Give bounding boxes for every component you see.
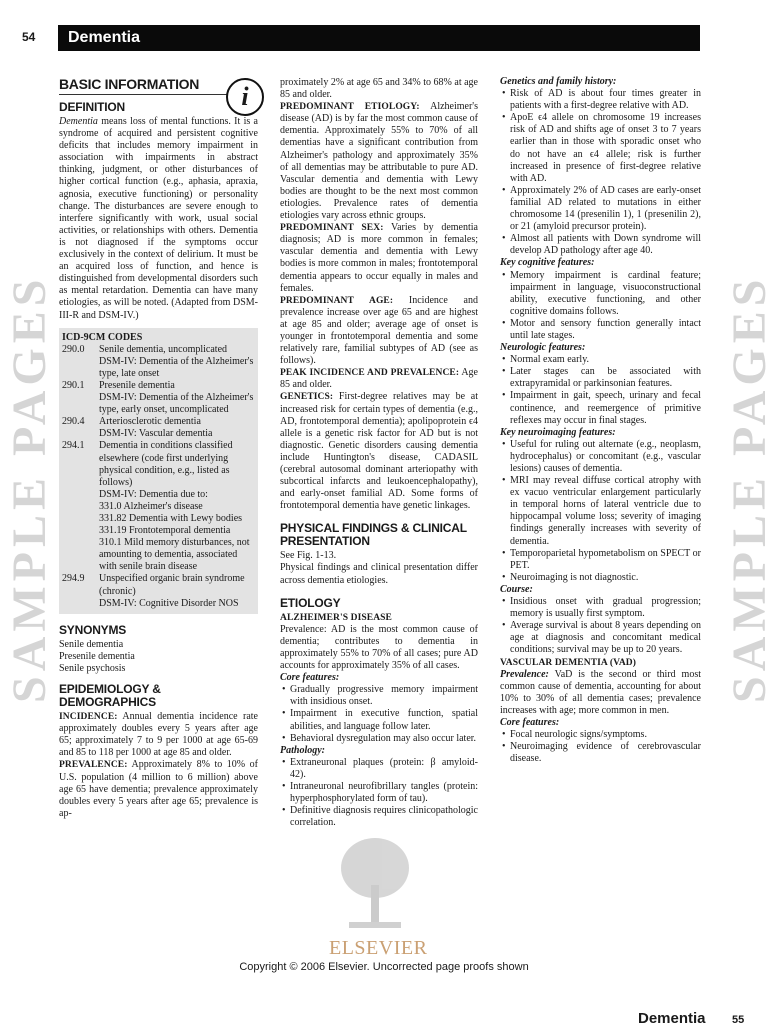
list-item: • Gradually progressive memory impairment with insidious onset. — [280, 684, 478, 708]
course-list — [500, 596, 701, 656]
list-item: • Impairment in executive function, spatial abilities, and language follow later. — [280, 708, 478, 732]
icd-code-row — [62, 344, 255, 356]
copyright-notice: Copyright © 2006 Elsevier. Uncorrected page proofs shown — [239, 961, 529, 973]
synonym-item: Senile psychosis — [59, 662, 126, 674]
info-icon: i — [226, 78, 264, 116]
synonyms-heading: SYNONYMS — [59, 622, 127, 637]
genetics-family-list — [500, 88, 701, 257]
list-item: • Almost all patients with Down syndrome will develop AD pathology after age 40. — [500, 233, 701, 257]
column-1 — [59, 76, 258, 820]
icd-subcode-row: 310.1 Mild memory disturbances, not amounting to dementia, associated with senile brain disease — [99, 537, 250, 573]
core-features-list — [280, 684, 478, 744]
cognitive-features-list — [500, 270, 701, 343]
epidemiology-heading: EPIDEMIOLOGY & DEMOGRAPHICS — [59, 682, 161, 710]
icd-code: 294.1 — [62, 440, 85, 452]
vad-core-features-list — [500, 729, 701, 765]
vascular-dementia-heading: VASCULAR DEMENTIA (VAD) — [500, 657, 637, 668]
icd-codes-list — [62, 344, 255, 610]
pathology-heading: Pathology: — [280, 744, 325, 756]
list-item: • Approximately 2% of AD cases are early-onset familial AD related to mutations in either chromosome 14 (presenilin 1), 1 (presenilin 2), or 21 (amyloid precursor protein). — [500, 185, 701, 233]
age-paragraph: PREDOMINANT AGE: Incidence and prevalence increase over age 65 and are highest at age 85 and older; average age of onset is younger in frontotemporal dementia and some relatively rare, familial subtypes of AD (see as follows). — [280, 294, 478, 367]
elsevier-tree-logo — [335, 830, 415, 940]
icd-code: 290.4 — [62, 416, 85, 428]
icd-code-row — [62, 573, 255, 597]
list-item: • MRI may reveal diffuse cortical atrophy with ex vacuo ventricular enlargement particularly in temporal horns of lateral ventricle due to hippocampal volume loss; severity of imaging findings generally increases with severity of dementia. — [500, 475, 701, 548]
neurologic-features-list — [500, 354, 701, 427]
icd-codes-title: ICD-9CM CODES — [62, 331, 143, 343]
list-item: • Average survival is about 8 years depending on age at diagnosis and concomitant medical conditions; survival may be up to 20 years. — [500, 620, 701, 656]
list-item: • Behavioral dysregulation may also occur later. — [280, 733, 478, 745]
alzheimers-prevalence: Prevalence: AD is the most common cause of dementia; contributes to dementia in approximately 55% to 70% of all cases; pure AD accounts for approximately 35% of all cases. — [280, 623, 478, 672]
list-item: • Insidious onset with gradual progression; memory is usually first symptom. — [500, 596, 701, 620]
list-item: • Neuroimaging is not diagnostic. — [500, 572, 701, 584]
icd-dsm-row: DSM-IV: Dementia of the Alzheimer's type, early onset, uncomplicated — [99, 392, 254, 416]
icd-dsm-row: DSM-IV: Dementia due to: — [99, 488, 208, 500]
column-2 — [280, 77, 478, 829]
list-item: • Later stages can be associated with extrapyramidal or parkinsonian features. — [500, 366, 701, 390]
icd-description: Dementia in conditions classified elsewhere (code first underlying physical condition, e.g., listed as follows) — [99, 440, 233, 488]
icd-dsm-row: DSM-IV: Dementia of the Alzheimer's type, late onset — [99, 355, 254, 379]
list-item: • Memory impairment is cardinal feature; impairment in language, visuoconstructional ability, executive functioning, and other cognitive domains follows. — [500, 270, 701, 318]
watermark-right: SAMPLE PAGES — [723, 274, 776, 703]
neuroimaging-features-list — [500, 439, 701, 584]
icd-description: Senile dementia, uncomplicated — [99, 343, 228, 355]
icd-subcode-row: 331.0 Alzheimer's disease — [99, 500, 203, 512]
genetics-paragraph: GENETICS: First-degree relatives may be at increased risk for certain types of dementia (e.g., AD, frontotemporal dementia); apolipoprotein ϵ4 allele is a genetic risk factor for AD but is not diagnostic. Genetic disorders causing dementia include Huntington's disease, CADASIL (cerebral autosomal dominant arteriopathy with subcortical infarcts and leukoencephalopathy), and early-onset familial AD. Some forms of frontotemporal dementia have genetic linkages. — [280, 391, 478, 512]
list-item: • Neuroimaging evidence of cerebrovascular disease. — [500, 741, 701, 765]
list-item: • Motor and sensory function generally intact until late stages. — [500, 318, 701, 342]
list-item: • Useful for ruling out alternate (e.g., neoplasm, hydrocephalus) or concomitant (e.g., vascular lesions) causes of dementia. — [500, 439, 701, 475]
vascular-prevalence: Prevalence: VaD is the second or third most common cause of dementia, accounting for about 10% to 30% of all dementia cases; prevalence increases with age; more common in men. — [500, 668, 701, 716]
icd-dsm-row: DSM-IV: Vascular dementia — [99, 428, 213, 440]
definition-text: Dementia means loss of mental functions. It is a syndrome of acquired and persistent cognitive deficits that includes memory impairment in association with impairments in abstract thinking, judgment, or other disturbances of higher cortical function (e.g., aphasia, apraxia, agnosia, executive functioning) or personality change. The disturbances are severe enough to interfere significantly with work, usual social activities, or relationships with others. Dementia is not diagnosed if the symptoms occur exclusively in the context of delirium. It must be an acquired loss of function, and hence is distinguished from developmental disorders such as mental retardation. Dementia can have many etiologies, as will be noted. (Adapted from DSM-III-R and DSM-IV.) — [59, 116, 258, 321]
icd-subcode-row: 331.82 Dementia with Lewy bodies — [99, 513, 243, 524]
icd-subcode-row: 331.19 Frontotemporal dementia — [99, 525, 231, 537]
list-item: • Risk of AD is about four times greater in patients with a first-degree relative with AD. — [500, 88, 701, 112]
icd-code-row — [62, 440, 255, 488]
watermark-left: SAMPLE PAGES — [3, 274, 56, 703]
basic-information-heading: BASIC INFORMATION — [59, 76, 227, 95]
icd-code-row — [62, 416, 255, 428]
icd-description: Presenile dementia — [99, 379, 175, 391]
cognitive-features-heading: Key cognitive features: — [500, 257, 595, 269]
incidence-paragraph: INCIDENCE: Annual dementia incidence rate approximately doubles every 5 years after age 65; approximately 7 to 9 per 1000 at age 65-69 and 85 to 118 per 1000 at age 85 and older. — [59, 711, 258, 759]
icd-code-row — [62, 380, 255, 392]
pathology-list — [280, 757, 478, 830]
list-item: • Normal exam early. — [500, 354, 701, 366]
list-item: • Definitive diagnosis requires clinicopathologic correlation. — [280, 805, 478, 829]
icd-codes-box — [59, 328, 258, 614]
page-number-bottom: 55 — [732, 1014, 745, 1026]
course-heading: Course: — [500, 583, 533, 595]
etiology-paragraph: PREDOMINANT ETIOLOGY: Alzheimer's disease (AD) is by far the most common cause of dementia. Approximately 55% to 70% of all dementias have a significant contribution from Alzheimer's pathology and approximately 35% of all dementias may be attributable to pure AD. Vascular dementia and dementia with Lewy bodies are thought to be the next most common etiologies. Prevalence rates of dementia etiologies vary across ethnic groups. — [280, 101, 478, 222]
page-number-top: 54 — [22, 30, 36, 44]
list-item: • Impairment in gait, speech, urinary and fecal continence, and reemergence of primitive reflexes may occur in final stages. — [500, 390, 701, 426]
vad-core-features-heading: Core features: — [500, 716, 560, 728]
synonym-item: Presenile dementia — [59, 650, 135, 662]
column-3 — [500, 76, 701, 765]
neurologic-features-heading: Neurologic features: — [500, 342, 586, 354]
alzheimers-heading: ALZHEIMER'S DISEASE — [280, 612, 392, 623]
list-item: • ApoE ϵ4 allele on chromosome 19 increases risk of AD and shifts age of onset 3 to 7 years earlier than in those with sporadic onset who do not have an ϵ4 allele; risk is further increased in presence of first-degree relative with AD. — [500, 112, 701, 185]
genetics-family-heading: Genetics and family history: — [500, 76, 617, 87]
icd-code: 294.9 — [62, 573, 85, 585]
footer-title: Dementia — [638, 1010, 706, 1027]
elsevier-logo-text: ELSEVIER — [329, 937, 428, 959]
neuroimaging-features-heading: Key neuroimaging features: — [500, 426, 616, 438]
running-header — [58, 25, 700, 51]
icd-description: Arteriosclerotic dementia — [99, 416, 201, 428]
icd-code: 290.1 — [62, 379, 85, 391]
physical-findings-text: Physical findings and clinical presentation differ across dementia etiologies. — [280, 562, 478, 586]
etiology-heading: ETIOLOGY — [280, 595, 341, 610]
list-item: • Focal neurologic signs/symptoms. — [500, 729, 701, 741]
physical-see-figure: See Fig. 1-13. — [280, 550, 337, 562]
prevalence-continued: proximately 2% at age 65 and 34% to 68% at age 85 and older. — [280, 77, 478, 101]
icd-description: Unspecified organic brain syndrome (chronic) — [99, 573, 245, 597]
core-features-heading: Core features: — [280, 672, 340, 684]
list-item: • Extraneuronal plaques (protein: β amyloid-42). — [280, 757, 478, 781]
chapter-title: Dementia — [68, 29, 141, 46]
list-item: • Intraneuronal neurofibrillary tangles (protein: hyperphosphorylated form of tau). — [280, 781, 478, 805]
physical-findings-heading: PHYSICAL FINDINGS & CLINICAL PRESENTATION — [280, 521, 467, 549]
icd-dsm-row: DSM-IV: Cognitive Disorder NOS — [99, 597, 239, 609]
icd-code: 290.0 — [62, 343, 85, 355]
list-item: • Temporoparietal hypometabolism on SPECT or PET. — [500, 548, 701, 572]
synonym-item: Senile dementia — [59, 638, 124, 650]
definition-heading: DEFINITION — [59, 100, 125, 114]
sex-paragraph: PREDOMINANT SEX: Varies by dementia diagnosis; AD is more common in females; vascular dementia and dementia with Lewy bodies is more common in males; frontotemporal dementia appears to occur equally in males and females. — [280, 222, 478, 294]
peak-paragraph: PEAK INCIDENCE AND PREVALENCE: Age 85 and older. — [280, 367, 478, 391]
prevalence-paragraph: PREVALENCE: Approximately 8% to 10% of U.S. population (4 million to 6 million) above age 65 have dementia; prevalence approximately doubles every 5 years after age 65; prevalence is ap- — [59, 759, 258, 819]
